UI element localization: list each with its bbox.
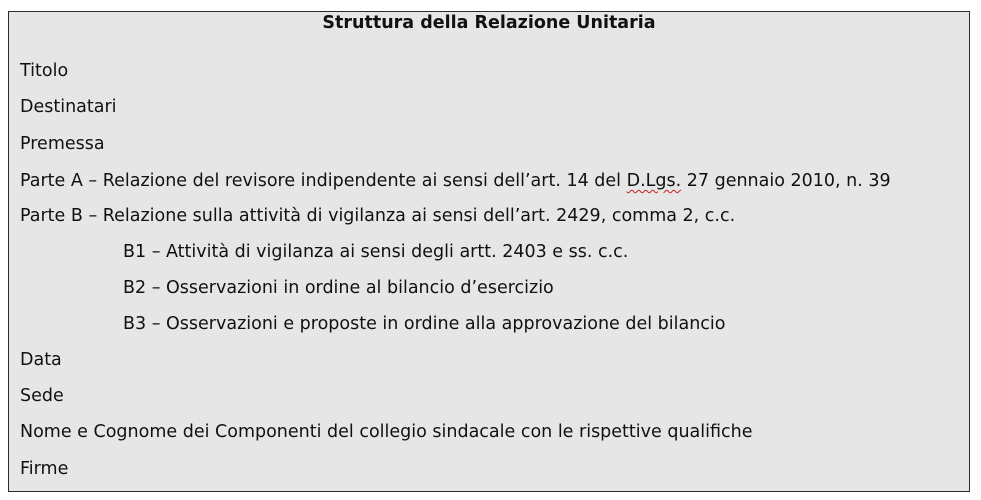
list-item-premessa: Premessa	[20, 134, 105, 154]
document-structure-box	[8, 11, 970, 492]
parte-a-suffix: 27 gennaio 2010, n. 39	[681, 171, 891, 191]
list-item-data: Data	[20, 350, 62, 370]
list-item-destinatari: Destinatari	[20, 97, 117, 117]
spellcheck-flagged-word: D.Lgs.	[626, 171, 682, 191]
list-item-parte-a	[20, 170, 891, 192]
document-title: Struttura della Relazione Unitaria	[322, 13, 656, 33]
list-item-b1: B1 – Attività di vigilanza ai sensi degli artt. 2403 e ss. c.c.	[123, 242, 629, 262]
list-item-b2: B2 – Osservazioni in ordine al bilancio d’esercizio	[123, 278, 554, 298]
list-item-sede: Sede	[20, 386, 64, 406]
list-item-firme: Firme	[20, 459, 69, 479]
parte-a-prefix: Parte A – Relazione del revisore indipendente ai sensi dell’art. 14 del	[20, 171, 627, 191]
list-item-parte-b: Parte B – Relazione sulla attività di vigilanza ai sensi dell’art. 2429, comma 2, c.c.	[20, 206, 736, 226]
list-item-b3: B3 – Osservazioni e proposte in ordine alla approvazione del bilancio	[123, 314, 726, 334]
list-item-titolo: Titolo	[20, 61, 69, 81]
list-item-nome-cognome: Nome e Cognome dei Componenti del collegio sindacale con le rispettive qualifiche	[20, 422, 753, 442]
